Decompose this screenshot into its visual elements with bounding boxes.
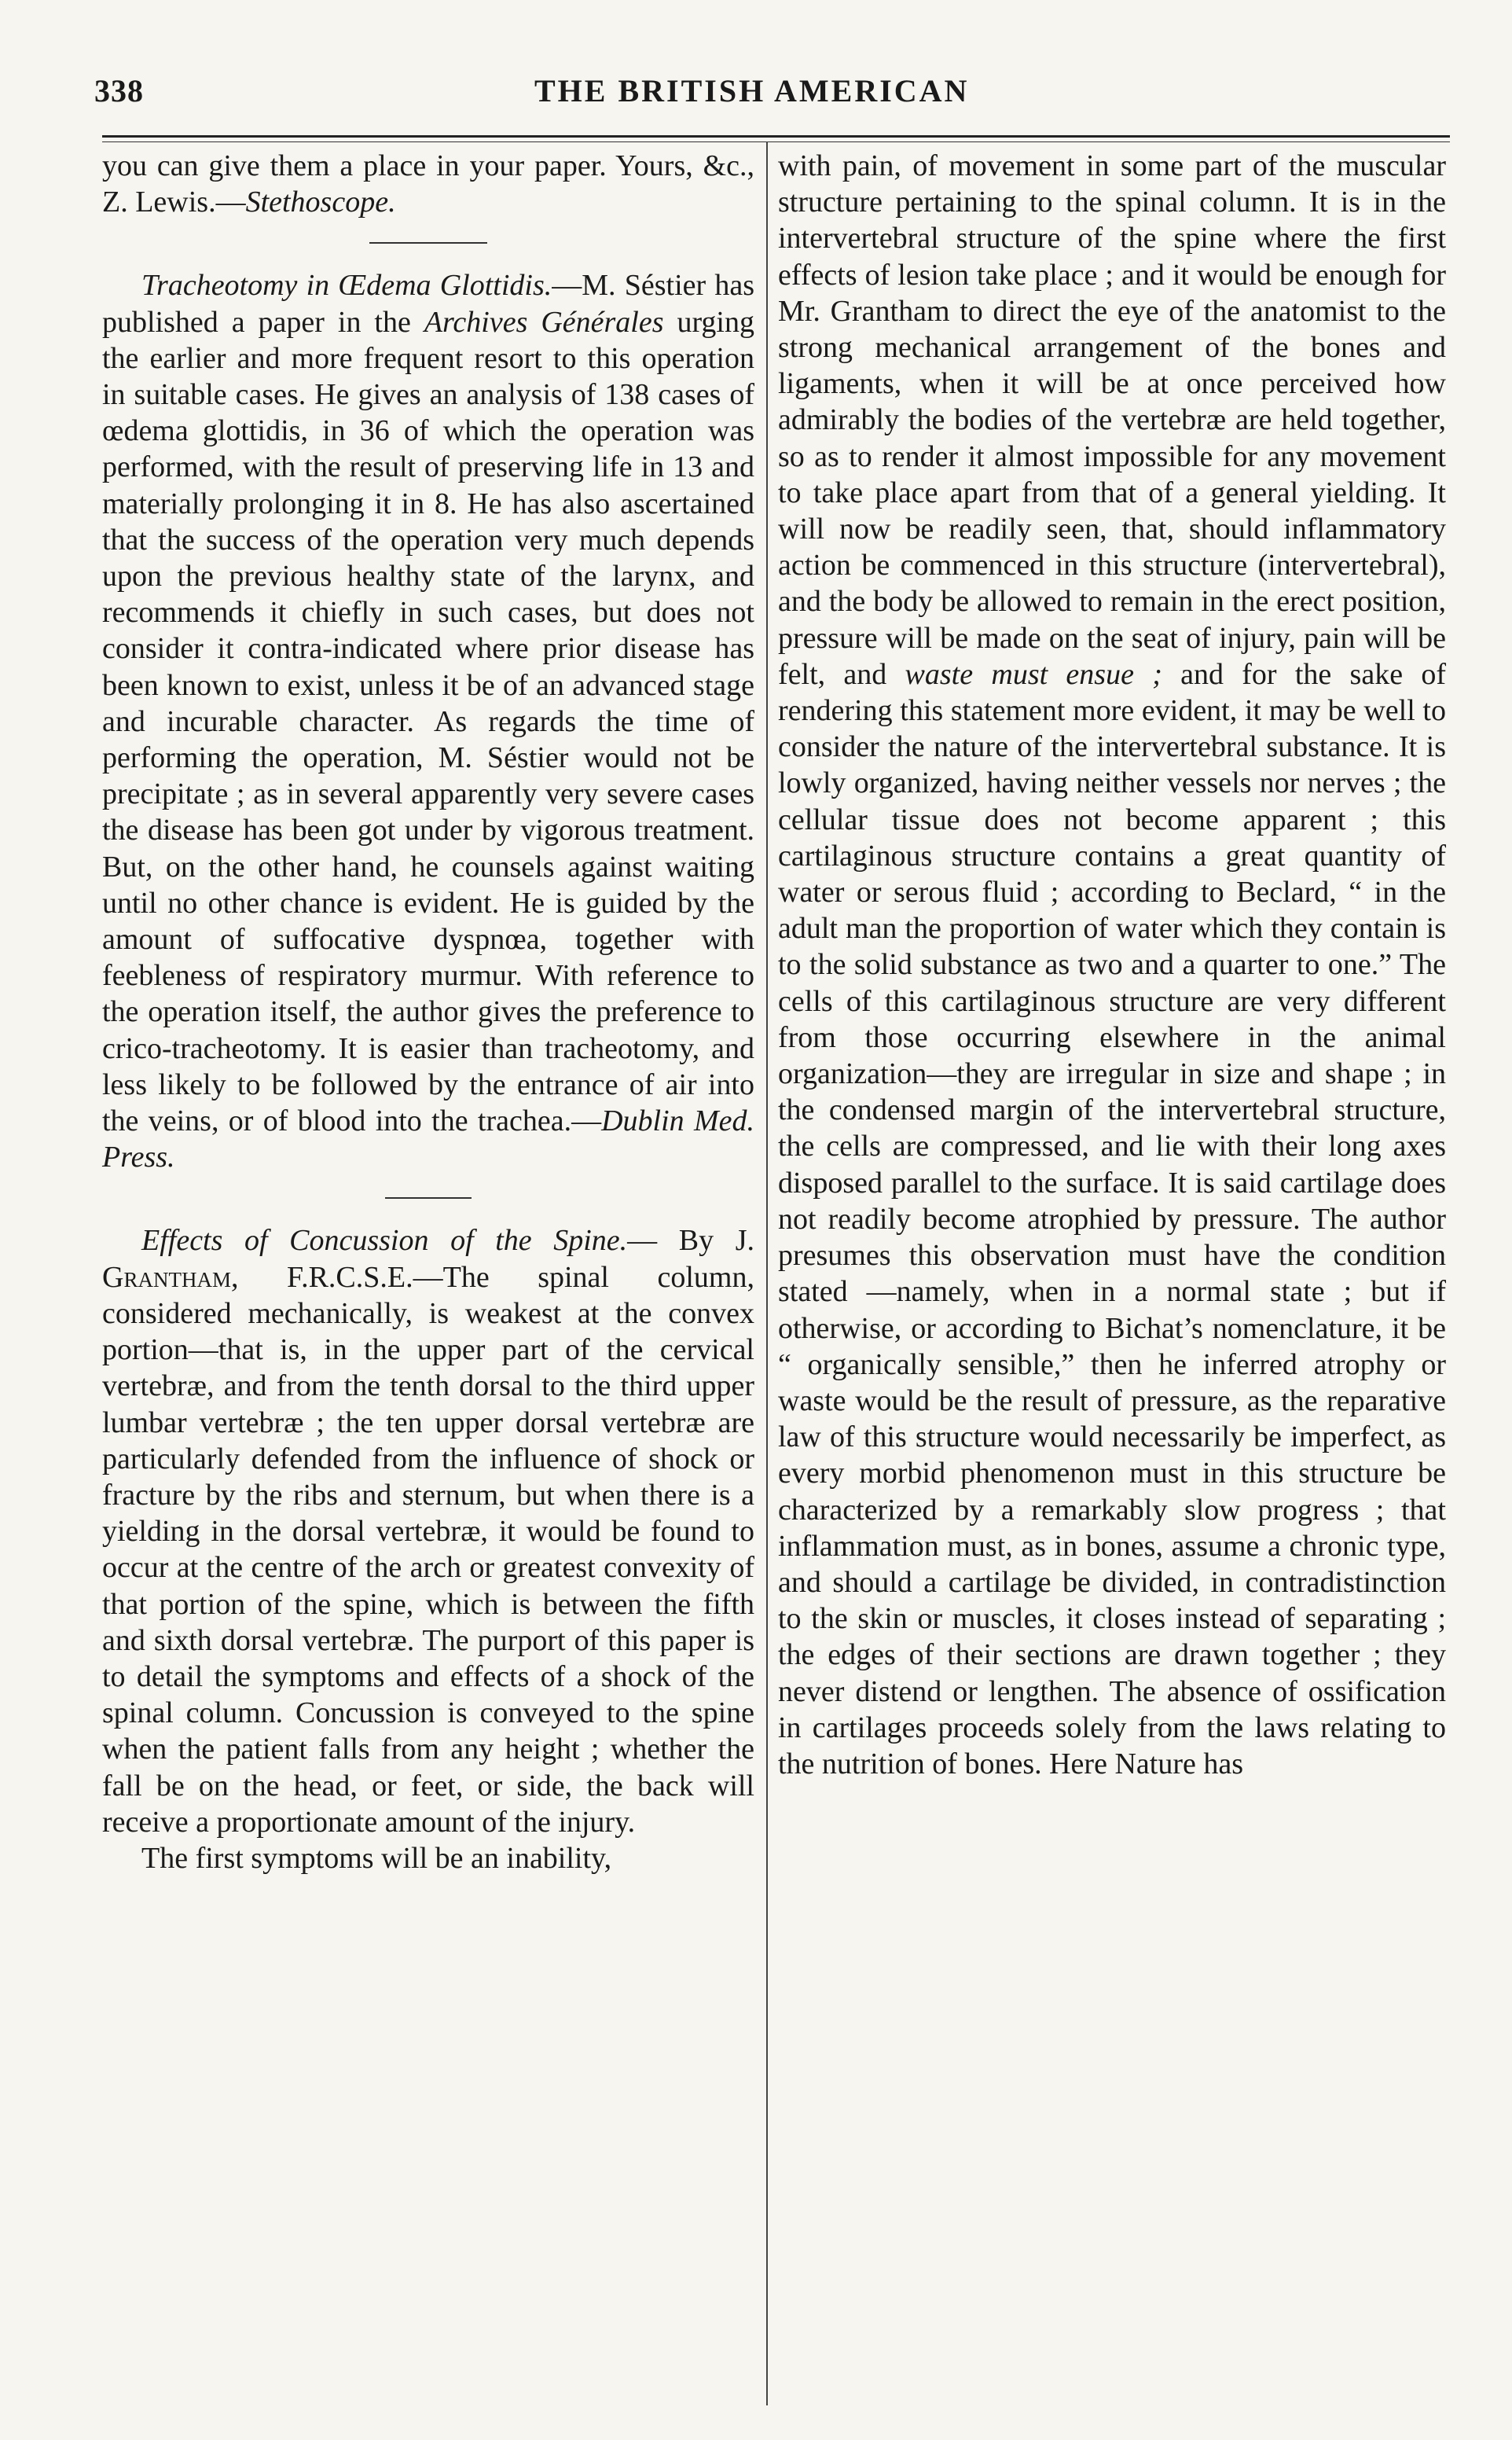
journal-name: Archives Générales bbox=[424, 305, 664, 339]
carryover-text: you can give them a place in your paper. Yours, &c., Z. Lewis.— bbox=[102, 149, 754, 219]
left-column bbox=[102, 148, 754, 1876]
right-column bbox=[778, 148, 1446, 1782]
journal-title: THE BRITISH AMERICAN bbox=[534, 73, 970, 108]
article-separator bbox=[369, 242, 487, 244]
column-divider bbox=[766, 141, 768, 2405]
article-body: urging the earlier and more frequent resort to this operation in suitable cases. He gives an analysis of 138 cases of œdema glottidis, in 36 of which the operation was performed, with the result of preserving life in 13 and materially prolonging it in 8. He has also ascertained that the success of the operation very much depends upon the previous healthy state of the larynx, and recommends it chiefly in such cases, but does not consider it contra-indicated where prior disease has been known to exist, unless it be of an advanced stage and incurable character. As regards the time of performing the operation, M. Séstier would not be precipitate ; as in several apparently very severe cases the disease has been got under by vigorous treatment. But, on the other hand, he counsels against waiting until no other chance is evident. He is guided by the amount of suffocative dyspnœa, together with feebleness of respiratory murmur. With reference to the operation itself, the author gives the preference to crico-tracheotomy. It is easier than tracheotomy, and less likely to be followed by the entrance of air into the veins, or of blood into the trachea.— bbox=[102, 305, 754, 1138]
article-separator bbox=[385, 1197, 472, 1199]
carryover-paragraph bbox=[102, 148, 754, 220]
continuation-text-b: and for the sake of rendering this statement more evident, it may be well to consider the nature of the intervertebral substance. It is lowly organized, having neither vessels nor nerves ; the cellular tissue does not become apparent ; this cartilaginous structure contains a great quantity of water or serous fluid ; according to Beclard, “ in the adult man the proportion of water which they contain is to the solid substance as two and a quarter to one.” The cells of this cartilaginous structure are very different from those occurring elsewhere in the animal organization—they are irregular in size and shape ; in the condensed margin of the intervertebral structure, the cells are compressed, and lie with their long axes disposed parallel to the surface. It is said cartilage does not readily become atrophied by pressure. The author presumes this observation must have the condition stated —namely, when in a normal state ; but if otherwise, or according to Bichat’s nomenclature, it be “ organically sensible,” then he inferred atrophy or waste would be the result of pressure, as the reparative law of this structure would necessarily be imperfect, as every morbid phenomenon must in this structure be characterized by a remarkably slow progress ; that inflammation must, as in bones, assume a chronic type, and should a cartilage be divided, in contradistinction to the skin or muscles, it closes instead of separating ; the edges of their sections are drawn together ; they never distend or lengthen. The absence of ossification in cartilages proceeds solely from the laws relating to the nutrition of bones. Here Nature has bbox=[778, 657, 1446, 1780]
article-title: Effects of Concussion of the Spine. bbox=[141, 1224, 628, 1258]
continuation-emphasis: waste must ensue ; bbox=[905, 657, 1162, 691]
continuation-text-a: with pain, of movement in some part of the muscular structure pertaining to the spinal column. It is in the intervertebral structure of the spine where the first effects of lesion take place ; and it would be enough for Mr. Grantham to direct the eye of the anatomist to the strong mechanical arrangement of the bones and ligaments, when it will be at once perceived how admirably the bodies of the vertebræ are held together, so as to render it almost impossible for any movement to take place apart from that of a general yielding. It will now be readily seen, that, should inflammatory action be commenced in this structure (intervertebral), and the body be allowed to remain in the erect position, pressure will be made on the seat of injury, pain will be felt, and bbox=[778, 149, 1446, 691]
article-title: Tracheotomy in Œdema Glottidis. bbox=[141, 269, 552, 303]
article-lead: —M. Séstier has published a paper in the bbox=[102, 269, 754, 339]
header-rule bbox=[102, 135, 1450, 138]
carryover-source: Stethoscope. bbox=[245, 186, 396, 219]
article-paragraph: The first symptoms will be an inability, bbox=[141, 1841, 612, 1875]
article-author: Grantham bbox=[102, 1260, 231, 1294]
article-concussion bbox=[102, 1222, 754, 1839]
article-byline-post: , F.R.C.S.E.— bbox=[230, 1260, 443, 1294]
article-source: Dublin Med. Press. bbox=[102, 1104, 755, 1174]
page-number: 338 bbox=[94, 73, 144, 108]
running-head bbox=[94, 72, 1446, 119]
article-body: The spinal column, considered mechanically, is weakest at the convex portion—that is, in the upper part of the cervical vertebræ, and from the tenth dorsal to the third upper lumbar vertebræ ; the ten upper dorsal vertebræ are particularly defended from the influence of shock or fracture by the ribs and sternum, but when there is a yielding in the dorsal vertebræ, it would be found to occur at the centre of the arch or greatest convexity of that portion of the spine, which is between the fifth and sixth dorsal vertebræ. The purport of this paper is to detail the symptoms and effects of a shock of the spinal column. Concussion is conveyed to the spine when the patient falls from any height ; whether the fall be on the head, or feet, or side, the back will receive a proportionate amount of the injury. bbox=[102, 1260, 754, 1839]
article-tracheotomy bbox=[102, 267, 754, 1175]
article-continuation bbox=[778, 148, 1446, 1782]
header-rule-thin bbox=[102, 141, 1450, 142]
article-byline-pre: — By J. bbox=[627, 1224, 754, 1258]
